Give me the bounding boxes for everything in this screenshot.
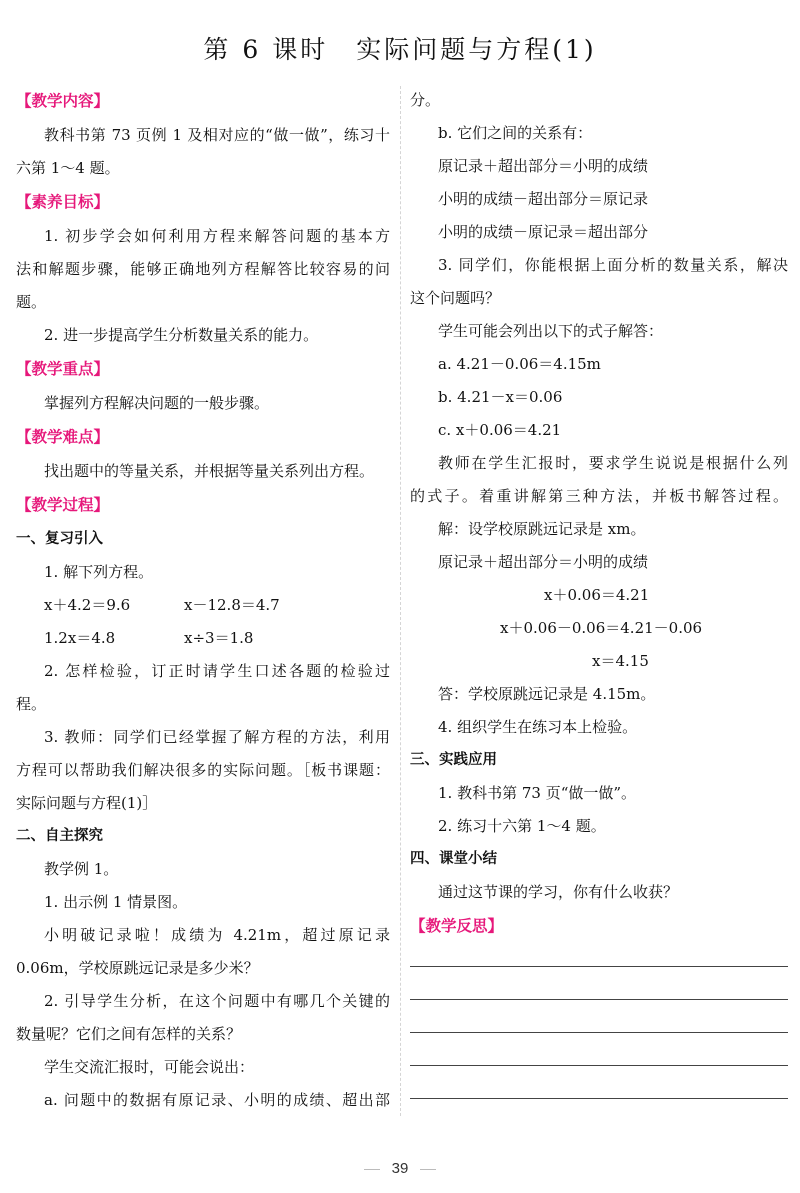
explore-line: 数量呢？它们之间有怎样的关系？ [16, 1025, 242, 1043]
content-line: 教科书第 73 页例 1 及相对应的“做一做”，练习十 [44, 126, 390, 144]
explore-line: 小明破记录啦！成绩为 4.21m，超过原记录 [44, 926, 390, 944]
column-divider [400, 86, 401, 1116]
solution-equation: x＋0.06＝4.21 [544, 586, 650, 604]
goal-line: 法和解题步骤，能够正确地列方程解答比较容易的问 [16, 260, 390, 278]
text-line: 3. 同学们，你能根据上面分析的数量关系，解决 [438, 256, 788, 274]
text-line: 分。 [410, 91, 441, 109]
answer-option: b. 4.21－x＝0.06 [438, 388, 563, 406]
writing-line [410, 977, 788, 1010]
text-line: b. 它们之间的关系有： [438, 124, 593, 142]
review-line: 1. 解下列方程。 [44, 563, 154, 581]
solution-equation: x＋0.06－0.06＝4.21－0.06 [500, 619, 703, 637]
summary-line: 通过这节课的学习，你有什么收获？ [438, 883, 679, 901]
writing-line [410, 944, 788, 977]
equation: x＋4.2＝9.6 [44, 596, 131, 614]
goal-line: 题。 [16, 293, 47, 311]
writing-line [410, 1076, 788, 1109]
page-number [0, 1160, 800, 1177]
text-line: 这个问题吗？ [410, 289, 501, 307]
heading-key-points: 【教学重点】 [16, 360, 110, 378]
equation: 1.2x＝4.8 [44, 629, 116, 647]
heading-teaching-process: 【教学过程】 [16, 496, 110, 514]
relation-line: 原记录＋超出部分＝小明的成绩 [438, 157, 649, 175]
content-line: 六第 1～4 题。 [16, 159, 120, 177]
page-title: 第 6 课时 实际问题与方程(1) [203, 35, 597, 64]
difficulty-text: 找出题中的等量关系，并根据等量关系列出方程。 [44, 462, 375, 480]
explore-line: 0.06m，学校原跳远记录是多少米？ [16, 959, 259, 977]
solution-line: 解：设学校原跳远记录是 xm。 [438, 520, 646, 538]
equation: x÷3＝1.8 [184, 629, 254, 647]
goal-line: 1. 初步学会如何利用方程来解答问题的基本方 [44, 227, 390, 245]
explore-line: a. 问题中的数据有原记录、小明的成绩、超出部 [44, 1091, 390, 1109]
explore-line: 学生交流汇报时，可能会说出： [44, 1058, 255, 1076]
relation-line: 小明的成绩－超出部分＝原记录 [438, 190, 649, 208]
section-review: 一、复习引入 [16, 531, 103, 547]
practice-line: 2. 练习十六第 1～4 题。 [438, 817, 606, 835]
answer-option: a. 4.21－0.06＝4.15m [438, 355, 601, 373]
solution-answer: 答：学校原跳远记录是 4.15m。 [438, 685, 656, 703]
writing-line [410, 1010, 788, 1043]
heading-difficulties: 【教学难点】 [16, 428, 110, 446]
review-line: 2. 怎样检验，订正时请学生口述各题的检验过 [44, 662, 390, 680]
relation-line: 小明的成绩－原记录＝超出部分 [438, 223, 649, 241]
text-line: 学生可能会列出以下的式子解答： [438, 322, 664, 340]
equation-row [16, 622, 390, 655]
explore-line: 2. 引导学生分析，在这个问题中有哪几个关键的 [44, 992, 390, 1010]
writing-line [410, 1043, 788, 1076]
review-line: 3. 教师：同学们已经掌握了解方程的方法，利用 [44, 728, 390, 746]
practice-line: 1. 教科书第 73 页“做一做”。 [438, 784, 637, 802]
key-point-text: 掌握列方程解决问题的一般步骤。 [44, 394, 270, 412]
text-line: 的式子。着重讲解第三种方法，并板书解答过程。 [410, 487, 788, 505]
review-line: 程。 [16, 695, 47, 713]
solution-equation: x＝4.15 [592, 652, 649, 670]
explore-line: 1. 出示例 1 情景图。 [44, 893, 188, 911]
review-line: 方程可以帮助我们解决很多的实际问题。［板书课题： [16, 761, 390, 779]
section-practice: 三、实践应用 [410, 752, 497, 768]
page-number-dash [420, 1169, 436, 1170]
heading-reflection: 【教学反思】 [410, 917, 504, 935]
review-line: 实际问题与方程(1)］ [16, 794, 158, 812]
goal-line: 2. 进一步提高学生分析数量关系的能力。 [44, 326, 319, 344]
heading-literacy-goals: 【素养目标】 [16, 193, 110, 211]
right-column [410, 84, 788, 1109]
text-line: 4. 组织学生在练习本上检验。 [438, 718, 638, 736]
section-summary: 四、课堂小结 [410, 851, 497, 867]
explore-line: 教学例 1。 [44, 860, 119, 878]
solution-line: 原记录＋超出部分＝小明的成绩 [438, 553, 649, 571]
text-line: 教师在学生汇报时，要求学生说说是根据什么列 [438, 454, 788, 472]
heading-teaching-content: 【教学内容】 [16, 92, 110, 110]
answer-option: c. x＋0.06＝4.21 [438, 421, 562, 439]
equation: x－12.8＝4.7 [184, 596, 280, 614]
left-column [16, 84, 390, 1117]
page-number-dash [364, 1169, 380, 1170]
equation-row [16, 589, 390, 622]
section-self-exploration: 二、自主探究 [16, 828, 103, 844]
page-number-text: 39 [391, 1160, 409, 1177]
